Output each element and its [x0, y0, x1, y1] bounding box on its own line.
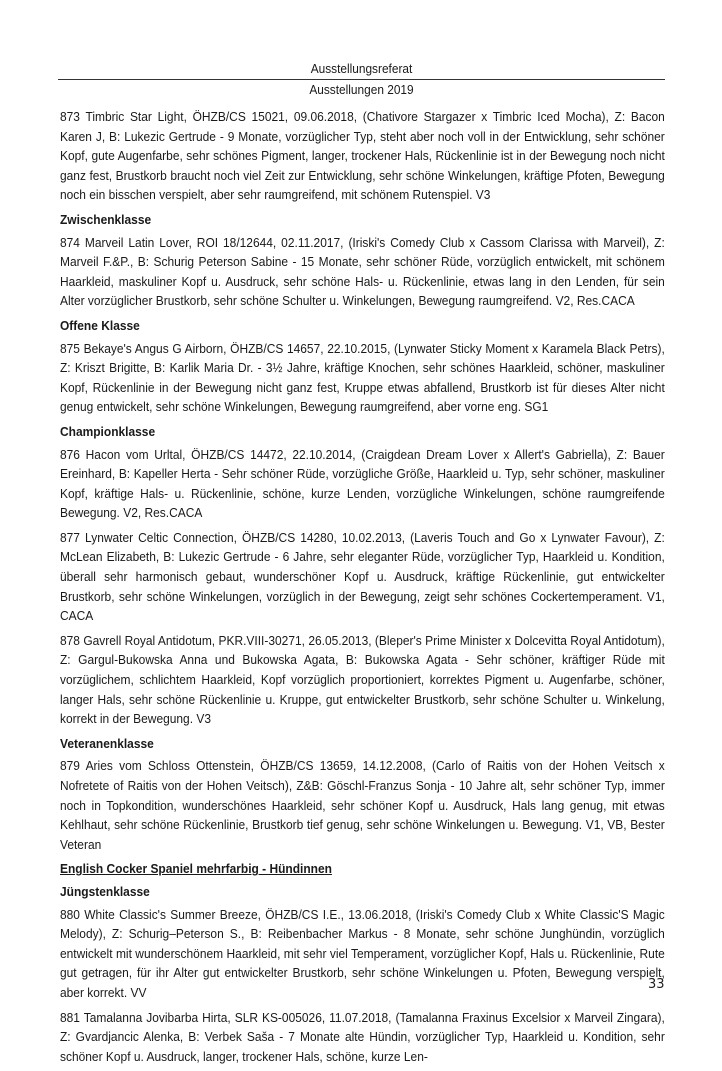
entry-875: 875 Bekaye's Angus G Airborn, ÖHZB/CS 14657, 22.10.2015, (Lynwater Sticky Moment x Karamela Black Petrs), Z: Kriszt Brigitte, B: Karlik Maria Dr. - 3½ Jahre, kräftige Knochen, sehr schönes Haarkleid, schöner, maskuliner Kopf, Rückenlinie in der Bewegung nicht ganz fest, Kruppe etwas abfallend, Brustkorb ist für dieses Alter nicht genug entwickelt, sehr schöne Winkelungen, Bewegung raumgreifend, aber vorne eng. SG1	[60, 340, 665, 415]
class-heading-zwischenklasse: Zwischenklasse	[60, 211, 152, 227]
class-heading-offene-klasse: Offene Klasse	[60, 317, 140, 333]
entry-881: 881 Tamalanna Jovibarba Hirta, SLR KS-005026, 11.07.2018, (Tamalanna Fraxinus Excelsior x Marveil Zingara), Z: Gvardjancic Alenka, B: Verbek Saša - 7 Monate alte Hündin, vorzüglicher Typ, Haarkleid u. Kondition, sehr schöner Kopf u. Ausdruck, langer, trockener Hals, schöne, kurze Len-	[60, 1009, 665, 1064]
page-number: 33	[648, 977, 665, 992]
entry-874: 874 Marveil Latin Lover, ROI 18/12644, 02.11.2017, (Iriski's Comedy Club x Cassom Clarissa with Marveil), Z: Marveil F.&P., B: Schurig Peterson Sabine - 15 Monate, sehr schöner Rüde, vorzüglich entwickelt, mit schönem Haarkleid, maskuliner Kopf u. Ausdruck, sehr schöne Hals- u. Rückenlinie, etwas lang in den Lenden, für sein Alter vorzüglicher Brustkorb, sehr schöne Schulter u. Winkelungen, Bewegung raumgreifend. V2, Res.CACA	[60, 234, 665, 309]
class-heading-juengstenklasse: Jüngstenklasse	[60, 883, 150, 899]
document-body	[60, 107, 665, 1071]
header-rule	[58, 79, 665, 80]
entry-877: 877 Lynwater Celtic Connection, ÖHZB/CS 14280, 10.02.2013, (Laveris Touch and Go x Lynwater Favour), Z: McLean Elizabeth, B: Lukezic Gertrude - 6 Jahre, sehr eleganter Rüde, vorzüglicher Typ, Haarkleid u. Kondition, überall sehr harmonisch gebaut, wunderschöner Kopf u. Ausdruck, kräftige Rückenlinie, gut entwickelter Brustkorb, sehr schöne Winkelungen, vorzüglich in der Bewegung, zeigt sehr schönes Cockertemperament. V1, CACA	[60, 529, 665, 624]
page-header-title: Ausstellungsreferat	[310, 61, 413, 76]
entry-873: 873 Timbric Star Light, ÖHZB/CS 15021, 09.06.2018, (Chativore Stargazer x Timbric Iced Mocha), Z: Bacon Karen J, B: Lukezic Gertrude - 9 Monate, vorzüglicher Typ, steht aber noch voll in der Entwicklung, sehr schöner Kopf, gute Augenfarbe, sehr schönes Pigment, langer, trockener Hals, Rückenlinie ist in der Bewegung noch nicht ganz fest, Brustkorb braucht noch viel Zeit zur Entwicklung, sehr schöne Winkelungen, kräftige Pfoten, Bewegung noch ein bisschen verspielt, aber sehr raumgreifend, mit schönem Rutenspiel. V3	[60, 109, 665, 203]
class-heading-championklasse: Championklasse	[60, 423, 156, 439]
class-heading-veteranenklasse: Veteranenklasse	[60, 735, 154, 751]
entry-879: 879 Aries vom Schloss Ottenstein, ÖHZB/CS 13659, 14.12.2008, (Carlo of Raitis von der Hohen Veitsch x Nofretete of Raitis von der Hohen Veitsch), Z&B: Göschl-Franzus Sonja - 10 Jahre alt, sehr schöner Typ, immer noch in Topkondition, wunderschönes Haarkleid, sehr schöner Kopf u. Ausdruck, Hals lang genug, mit etwas Kehlhaut, sehr schöne Rückenlinie, Brustkorb tief genug, sehr schöne Winkelungen u. Bewegung. V1, VB, Bester Veteran	[60, 758, 665, 852]
entry-880: 880 White Classic's Summer Breeze, ÖHZB/CS I.E., 13.06.2018, (Iriski's Comedy Club x White Classic'S Magic Melody), Z: Schurig–Peterson S., B: Reibenbacher Markus - 8 Monate, sehr schöne Junghündin, vorzüglich entwickelt mit wunderschönem Haarkleid, mit sehr viel Temperament, vorzüglicher Kopf, Hals u. Rückenlinie, Rute gut getragen, für ihr Alter gut entwickelter Brustkorb, sehr schöne Winkelungen u. Pfoten, Bewegung verspielt, aber korrekt. VV	[60, 906, 665, 1000]
entry-878: 878 Gavrell Royal Antidotum, PKR.VIII-30271, 26.05.2013, (Bleper's Prime Minister x Dolcevitta Royal Antidotum), Z: Gargul-Bukowska Anna und Bukowska Agata, B: Bukowska Agata - Sehr schöner, kräftiger Rüde mit vorzüglichem, schlichtem Haarkleid, Kopf vorzüglich proportioniert, korrektes Pigment u. Augenfarbe, schöner, langer Hals, sehr schöne Rückenlinie u. Kruppe, gut entwickelter Brustkorb, sehr schöne Schulter u. Winkelung, korrekt in der Bewegung. V3	[60, 632, 665, 727]
section-heading-ecs-mehrfarbig-huendinnen: English Cocker Spaniel mehrfarbig - Hündinnen	[60, 861, 332, 877]
entry-876: 876 Hacon vom Urltal, ÖHZB/CS 14472, 22.10.2014, (Craigdean Dream Lover x Allert's Gabriella), Z: Bauer Ereinhard, B: Kapeller Herta - Sehr schöner Rüde, vorzügliche Größe, Haarkleid u. Typ, sehr schöner, maskuliner Kopf, kräftige Hals- u. Rückenlinie, schöne, kurze Lenden, vorzügliche Winkelungen, schöne raumgreifende Bewegung. V2, Res.CACA	[60, 446, 665, 521]
page-header-subtitle: Ausstellungen 2019	[309, 82, 414, 97]
